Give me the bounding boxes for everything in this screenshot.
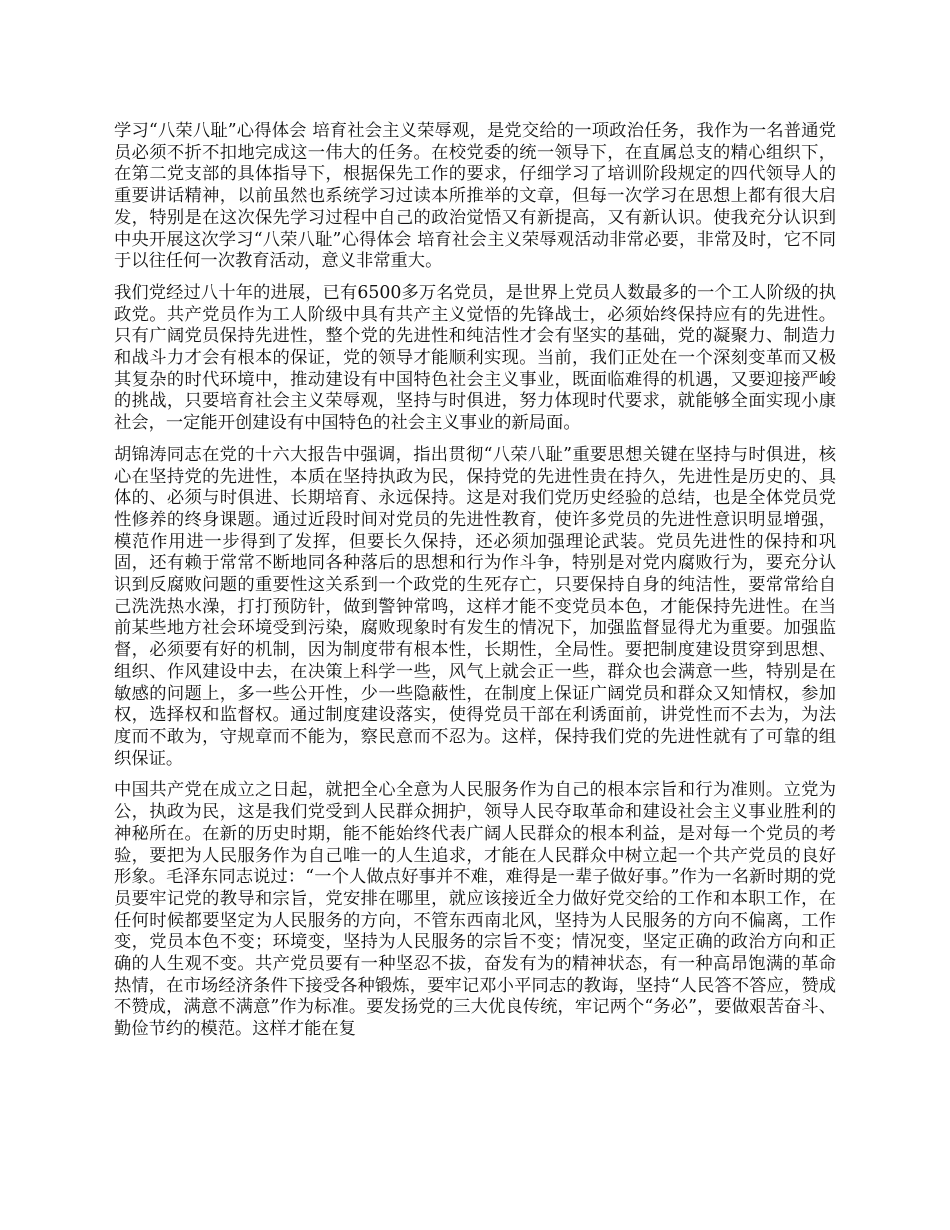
document-body (114, 121, 836, 1051)
paragraph-4: 中国共产党在成立之日起，就把全心全意为人民服务作为自己的根本宗旨和行为准则。立党为公，执政为民，这是我们党受到人民群众拥护，领导人民夺取革命和建设社会主义事业胜利的神秘所在。在新的历史时期，能不能始终代表广阔人民群众的根本利益，是对每一个党员的考验，要把为人民服务作为自己唯一的人生追求，才能在人民群众中树立起一个共产党员的良好形象。毛泽东同志说过：“一个人做点好事并不难，难得是一辈子做好事。”作为一名新时期的党员要牢记党的教导和宗旨，党安排在哪里，就应该接近全力做好党交给的工作和本职工作，在任何时候都要坚定为人民服务的方向，不管东西南北风，坚持为人民服务的方向不偏离，工作变，党员本色不变；环境变，坚持为人民服务的宗旨不变；情况变，坚定正确的政治方向和正确的人生观不变。共产党员要有一种坚忍不拔，奋发有为的精神状态，有一种高昂饱满的革命热情，在市场经济条件下接受各种锻炼，要牢记邓小平同志的教诲，坚持“人民答不答应，赞成不赞成，满意不满意”作为标准。要发扬党的三大优良传统，牢记两个“务必”，要做艰苦奋斗、勤俭节约的模范。这样才能在复 (114, 780, 836, 1040)
paragraph-2: 我们党经过八十年的进展，已有6500多万名党员，是世界上党员人数最多的一个工人阶级的执政党。共产党员作为工人阶级中具有共产主义觉悟的先锋战士，必须始终保持应有的先进性。只有广阔党员保持先进性，整个党的先进性和纯洁性才会有坚实的基础，党的凝聚力、制造力和战斗力才会有根本的保证，党的领导才能顺利实现。当前，我们正处在一个深刻变革而又极其复杂的时代环境中，推动建设有中国特色社会主义事业，既面临难得的机遇，又要迎接严峻的挑战，只要培育社会主义荣辱观，坚持与时俱进，努力体现时代要求，就能够全面实现小康社会，一定能开创建设有中国特色的社会主义事业的新局面。 (114, 282, 836, 434)
paragraph-3: 胡锦涛同志在党的十六大报告中强调，指出贯彻“八荣八耻”重要思想关键在坚持与时俱进，核心在坚持党的先进性，本质在坚持执政为民，保持党的先进性贵在持久，先进性是历史的、具体的、必须与时俱进、长期培育、永远保持。这是对我们党历史经验的总结，也是全体党员党性修养的终身课题。通过近段时间对党员的先进性教育，使许多党员的先进性意识明显增强，模范作用进一步得到了发挥，但要长久保持，还必须加强理论武装。党员先进性的保持和巩固，还有赖于常常不断地同各种落后的思想和行为作斗争，特别是对党内腐败行为，要充分认识到反腐败问题的重要性这关系到一个政党的生死存亡，只要保持自身的纯洁性，要常常给自己洗洗热水澡，打打预防针，做到警钟常鸣，这样才能不变党员本色，才能保持先进性。在当前某些地方社会环境受到污染，腐败现象时有发生的情况下，加强监督显得尤为重要。加强监督，必须要有好的机制，因为制度带有根本性，长期性，全局性。要把制度建设贯穿到思想、组织、作风建设中去，在决策上科学一些，风气上就会正一些，群众也会满意一些，特别是在敏感的问题上，多一些公开性，少一些隐蔽性，在制度上保证广阔党员和群众又知情权，参加权，选择权和监督权。通过制度建设落实，使得党员干部在利诱面前，讲党性而不去为，为法度而不敢为，守规章而不能为，察民意而不忍为。这样，保持我们党的先进性就有了可靠的组织保证。 (114, 444, 836, 769)
paragraph-1: 学习“八荣八耻”心得体会 培育社会主义荣辱观，是党交给的一项政治任务，我作为一名普通党员必须不折不扣地完成这一伟大的任务。在校党委的统一领导下，在直属总支的精心组织下，在第二党支部的具体指导下，根据保先工作的要求，仔细学习了培训阶段规定的四代领导人的重要讲话精神，以前虽然也系统学习过读本所推举的文章，但每一次学习在思想上都有很大启发，特别是在这次保先学习过程中自己的政治觉悟又有新提高，又有新认识。使我充分认识到中央开展这次学习“八荣八耻”心得体会 培育社会主义荣辱观活动非常必要，非常及时，它不同于以往任何一次教育活动，意义非常重大。 (114, 121, 836, 272)
